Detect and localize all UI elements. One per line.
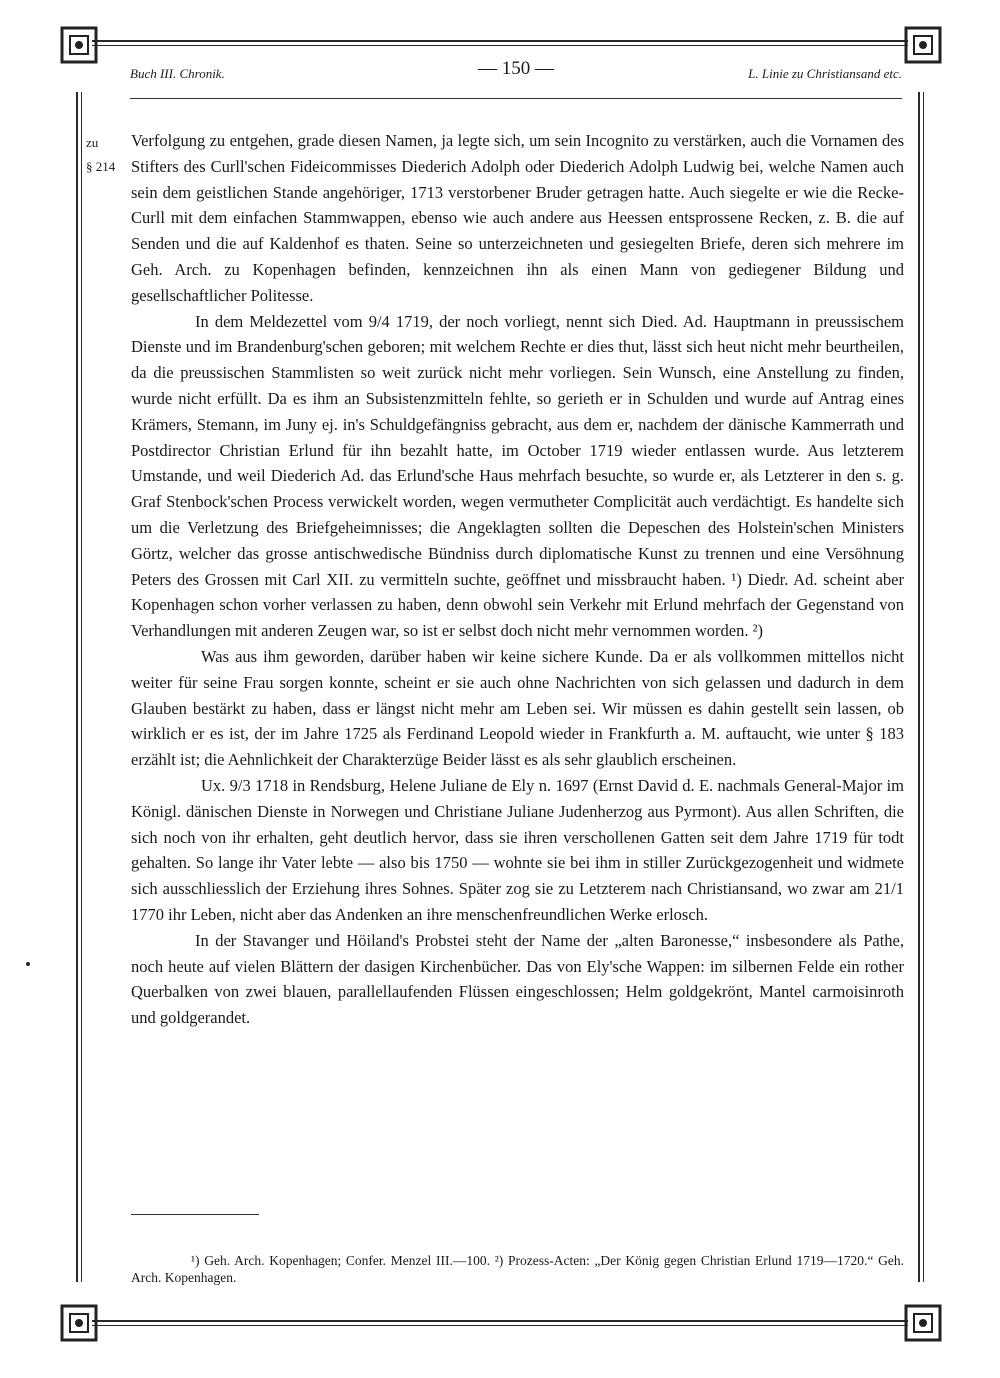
- paragraph: In der Stavanger und Höiland's Probstei steht der Name der „alten Baronesse,“ insbesondere als Pathe, noch heute auf vielen Blättern der dasigen Kirchenbücher. Das von Ely'sche Wappen: im silbernen Felde ein rother Querbalken von zwei blauen, parallellaufenden Flüssen eingeschlossen; Helm goldgekrönt, Mantel carmoisinroth und goldgerandet.: [131, 930, 904, 1028]
- paragraph: Was aus ihm geworden, darüber haben wir keine sichere Kunde. Da er als vollkommen mittellos nicht weiter für seine Frau sorgen konnte, scheint er sie auch ohne Nachrichten von sich gelassen und dadurch in dem Glauben bestärkt zu haben, dass er längst nicht mehr am Leben sei. Wir müssen es dahin gestellt sein lassen, ob wirklich er es ist, der im Jahre 1725 als Ferdinand Leopold wieder in Frankfurth a. M. auftaucht, wie unter § 183 erzählt ist; die Aehnlichkeit der Charakterzüge Beider lässt es als sehr glaublich erscheinen.: [131, 646, 904, 770]
- frame-bottom-line-thin: [92, 1325, 908, 1326]
- paragraph: In dem Meldezettel vom 9/4 1719, der noch vorliegt, nennt sich Died. Ad. Hauptmann in preussischem Dienste und im Brandenburg'schen geboren; mit welchem Rechte er dies thut, lässt sich heut nicht mehr beurtheilen, da die preussischen Stammlisten so weit zurück nicht mehr vorliegen. Sein Wunsch, eine Anstellung zu finden, wurde nicht erfüllt. Da es ihm an Subsistenzmitteln fehlte, so gerieth er in Schulden und wurde auf Antrag eines Krämers, Stemann, im Juny ej. in's Schuldgefängniss gebracht, aus dem er, nachdem der dänische Kammerrath und Postdirector Christian Erlund für ihn bezahlt hatte, im October 1719 wieder entlassen wurde. Aus letzterem Umstande, und weil Diederich Ad. das Erlund'sche Haus mehrfach besuchte, so wurde er, als Letzterer in den s. g. Graf Stenbock'schen Process verwickelt worden, wegen vermutheter Complicität auch verdächtigt. Es handelte sich um die Verletzung des Briefgeheimnisses; die Angeklagten sollten die Depeschen des Holstein'schen Ministers Görtz, welcher das grosse antischwedische Bündniss durch diplomatische Kunst zu trennen und eine Versöhnung Peters des Grossen mit Carl XII. zu vermitteln suchte, geöffnet und missbraucht haben. ¹) Diedr. Ad. scheint aber Kopenhagen schon vorher verlassen zu haben, denn obwohl sein Verkehr mit Erlund mehrfach der Gegenstand von Verhandlungen mit anderen Zeugen war, so ist er selbst doch nicht mehr vernommen worden. ²): [131, 311, 904, 641]
- paragraph: Ux. 9/3 1718 in Rendsburg, Helene Juliane de Ely n. 1697 (Ernst David d. E. nachmals General-Major im Königl. dänischen Dienste in Norwegen und Christiane Juliane Judenherzog aus Pyrmont). Aus allen Schriften, die sich noch von ihr erhalten, geht deutlich hervor, dass sie ihren verschollenen Gatten seit dem Jahre 1719 für todt gehalten. So lange ihr Vater lebte — also bis 1750 — wohnte sie bei ihm in stiller Zurückgezogenheit und widmete sich ausschliesslich der Erziehung ihres Sohnes. Später zog sie zu Letzterem nach Christiansand, wo zwar am 21/1 1770 ihr Leben, nicht aber das Andenken an ihre menschenfreundlichen Werke erlosch.: [131, 775, 904, 924]
- stray-ink-dot: [26, 962, 30, 966]
- frame-top-line-thin: [92, 45, 908, 46]
- footnote-rule: [131, 1214, 259, 1215]
- page-number: — 150 —: [478, 58, 554, 79]
- frame-right-line: [918, 92, 920, 1282]
- footnotes: [131, 1252, 904, 1286]
- header-rule: [130, 98, 902, 99]
- frame-top-line: [92, 40, 908, 42]
- corner-ornament-bottom-right: [900, 1300, 946, 1346]
- corner-ornament-top-right: [900, 22, 946, 68]
- frame-left-line-thin: [81, 92, 82, 1282]
- margin-note-line2: § 214: [86, 159, 116, 174]
- footnote-text: ¹) Geh. Arch. Kopenhagen; Confer. Menzel III.—100. ²) Prozess-Acten: „Der König gegen Christian Erlund 1719—1720.“ Geh. Arch. Kopenhagen.: [131, 1253, 904, 1285]
- frame-left-line: [76, 92, 78, 1282]
- margin-note: [86, 131, 115, 179]
- frame-right-line-thin: [923, 92, 924, 1282]
- header-right: L. Linie zu Christiansand etc.: [748, 66, 902, 81]
- header-left: Buch III. Chronik.: [130, 66, 225, 81]
- running-header: [130, 58, 902, 88]
- corner-ornament-top-left: [56, 22, 102, 68]
- paragraph: Verfolgung zu entgehen, grade diesen Namen, ja legte sich, um sein Incognito zu verstärken, auch die Vornamen des Stifters des Curll'schen Fideicommisses Diederich Adolph oder Diederich Adolph Ludwig bei, welche Namen auch sein dem geistlichen Stande angehöriger, 1713 verstorbener Bruder getragen hatte. Auch siegelte er wie die Recke-Curll mit dem einfachen Stammwappen, ebenso wie auch andere aus Heessen entsprossene Recken, z. B. die auf Senden und die auf Kaldenhof es thaten. Seine so unterzeichneten und gesiegelten Briefe, deren sich mehrere im Geh. Arch. zu Kopenhagen befinden, kennzeichnen ihn als einen Mann von gediegener Bildung und gesellschaftlicher Politesse.: [131, 131, 904, 305]
- frame-bottom-line: [92, 1320, 908, 1322]
- body-text: [131, 128, 904, 1031]
- corner-ornament-bottom-left: [56, 1300, 102, 1346]
- margin-note-line1: zu: [86, 135, 99, 150]
